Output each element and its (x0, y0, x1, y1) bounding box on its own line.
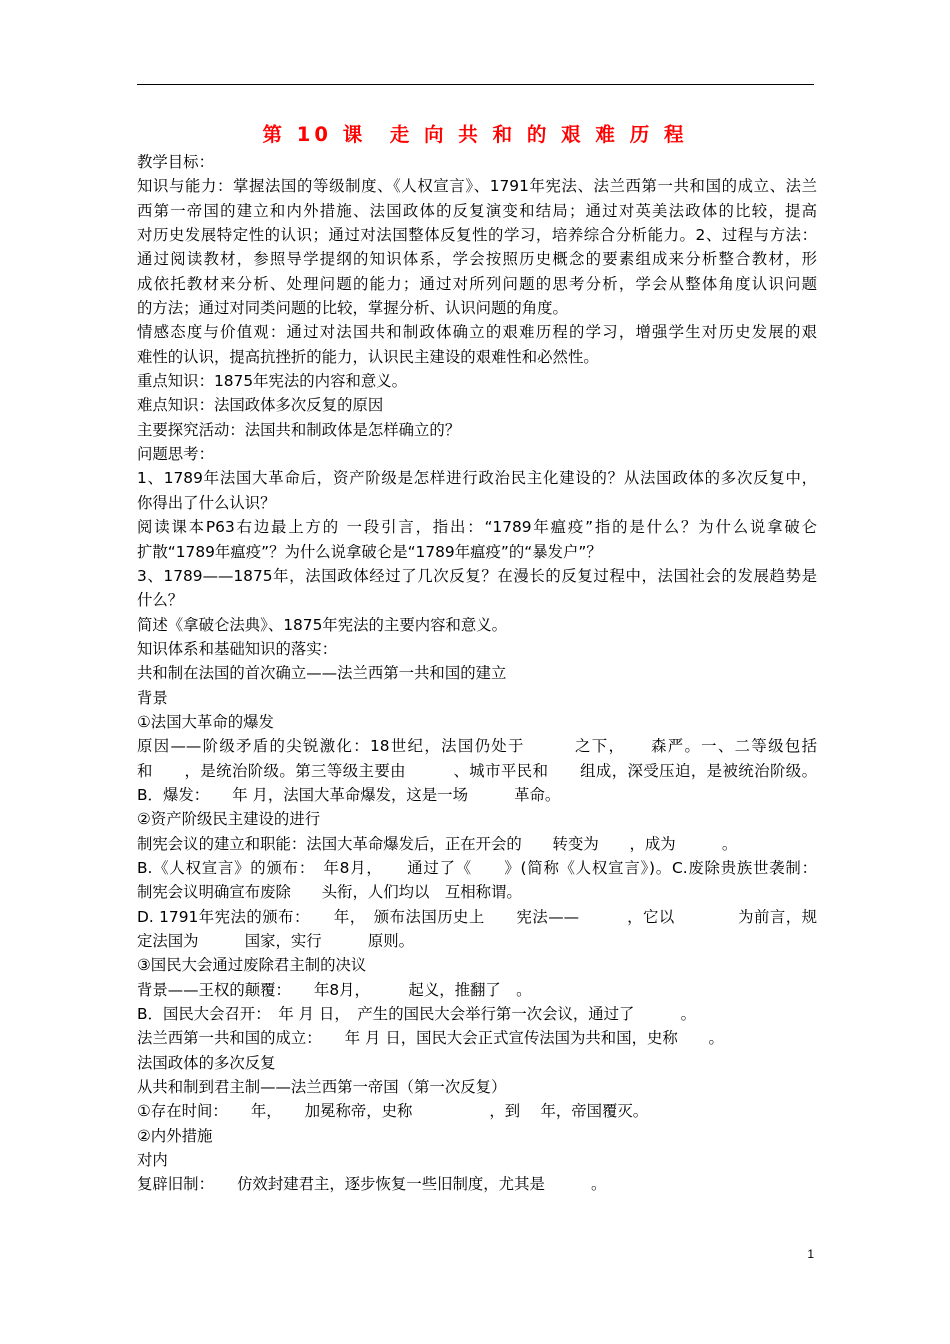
text-line: 对历史发展特定性的认识；通过对法国整体反复性的学习，培养综合分析能力。2、过程与方法： (137, 226, 817, 245)
text-line: B．爆发： 年 月，法国大革命爆发，这是一场 革命。 (137, 785, 561, 804)
text-line: B.《人权宣言》的颁布： 年8月， 通过了《 》(简称《人权宣言》)。C.废除贵族世袭制： (137, 858, 817, 877)
page-number: 1 (807, 1247, 814, 1261)
text-line: 什么？ (137, 591, 184, 610)
header-rule (137, 84, 814, 85)
text-line: 通过阅读教材，参照导学提纲的知识体系，学会按照历史概念的要素组成来分析整合教材，形 (137, 250, 817, 269)
text-line: 共和制在法国的首次确立——法兰西第一共和国的建立 (137, 664, 507, 683)
text-line: ②资产阶级民主建设的进行 (137, 810, 321, 829)
text-line: ②内外措施 (137, 1126, 213, 1145)
text-line: 和 ，是统治阶级。第三等级主要由 、城市平民和 组成，深受压迫，是被统治阶级。 (137, 761, 817, 780)
text-line: 法国政体的多次反复 (137, 1053, 276, 1072)
text-line: 从共和制到君主制——法兰西第一帝国（第一次反复） (137, 1078, 507, 1097)
text-line: ③国民大会通过废除君主制的决议 (137, 956, 367, 975)
text-line: 1、1789年法国大革命后，资产阶级是怎样进行政治民主化建设的？从法国政体的多次反复中， (137, 469, 817, 488)
text-line: 你得出了什么认识？ (137, 493, 276, 512)
text-line: 背景 (137, 688, 168, 707)
text-line: 知识与能力：掌握法国的等级制度、《人权宣言》、1791年宪法、法兰西第一共和国的成立、法兰 (137, 177, 817, 196)
text-line: 原因——阶级矛盾的尖锐激化：18世纪，法国仍处于 之下， 森严。一、二等级包括 (137, 737, 817, 756)
text-line: 3、1789——1875年，法国政体经过了几次反复？在漫长的反复过程中，法国社会的发展趋势是 (137, 566, 817, 585)
text-line: 制宪会议明确宣布废除 头衔，人们均以 互相称谓。 (137, 883, 522, 902)
page-title: 第 10 课 走 向 共 和 的 艰 难 历 程 (262, 123, 688, 146)
text-line: 简述《拿破仑法典》、1875年宪法的主要内容和意义。 (137, 615, 508, 634)
text-line: 法兰西第一共和国的成立： 年 月 日，国民大会正式宣传法国为共和国，史称 。 (137, 1029, 724, 1048)
text-line: 难点知识：法国政体多次反复的原因 (137, 396, 384, 415)
text-line: ①存在时间： 年， 加冕称帝，史称 ，到 年，帝国覆灭。 (137, 1102, 649, 1121)
text-line: 重点知识：1875年宪法的内容和意义。 (137, 372, 408, 391)
text-line: B．国民大会召开： 年 月 日， 产生的国民大会举行第一次会议，通过了 。 (137, 1005, 697, 1024)
text-line: 难性的认识，提高抗挫折的能力，认识民主建设的艰难性和必然性。 (137, 347, 599, 366)
text-line: 扩散“1789年瘟疫”？为什么说拿破仑是“1789年瘟疫”的“暴发户”？ (137, 542, 602, 561)
text-line: 复辟旧制： 仿效封建君主，逐步恢复一些旧制度，尤其是 。 (137, 1175, 607, 1194)
text-line: 的方法；通过对同类问题的比较，掌握分析、认识问题的角度。 (137, 299, 568, 318)
text-line: D. 1791年宪法的颁布： 年， 颁布法国历史上 宪法—— ，它以 为前言，规 (137, 907, 817, 926)
text-line: 问题思考： (137, 445, 214, 464)
document-body (137, 150, 817, 1197)
text-line: 情感态度与价值观：通过对法国共和制政体确立的艰难历程的学习，增强学生对历史发展的艰 (137, 323, 817, 342)
text-line: 教学目标： (137, 153, 214, 171)
text-line: 定法国为 国家，实行 原则。 (137, 932, 415, 950)
text-line: 制宪会议的建立和职能：法国大革命爆发后，正在开会的 转变为 ，成为 。 (137, 834, 738, 853)
text-line: 主要探究活动：法国共和制政体是怎样确立的？ (137, 420, 461, 439)
text-line: 对内 (137, 1151, 168, 1170)
text-line: 成依托教材来分析、处理问题的能力；通过对所列问题的思考分析，学会从整体角度认识问题 (137, 274, 817, 293)
text-line: ①法国大革命的爆发 (137, 712, 274, 731)
text-line: 背景——王权的颠覆： 年8月， 起义，推翻了 。 (137, 980, 532, 999)
text-line: 知识体系和基础知识的落实： (137, 639, 338, 658)
text-line: 阅读课本P63右边最上方的 一段引言，指出：“1789年瘟疫”指的是什么？为什么说拿破仑 (137, 518, 817, 537)
text-line: 西第一帝国的建立和内外措施、法国政体的反复演变和结局；通过对英美法政体的比较，提高 (137, 201, 817, 220)
